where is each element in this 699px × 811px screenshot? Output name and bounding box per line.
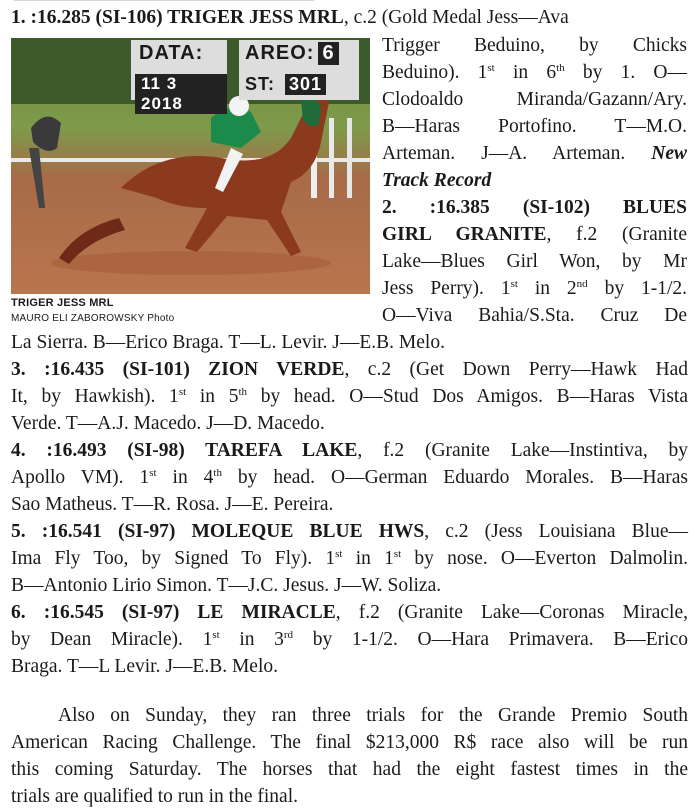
entry-1-line-2: Trigger Beduino, by Chicks bbox=[382, 35, 687, 56]
paragraph-line-3: this coming Saturday. The horses that had the eight fastest times in the bbox=[11, 759, 688, 780]
entry-2-line-1 bbox=[382, 194, 687, 221]
new-label: New bbox=[651, 143, 687, 164]
paragraph-line-1: Also on Sunday, they ran three trials for the Grande Premio South bbox=[58, 705, 688, 726]
entry-1-line-4: Clodoaldo Miranda/Gazann/Ary. bbox=[382, 89, 687, 110]
photo-caption-name: TRIGER JESS MRL bbox=[11, 297, 114, 309]
entry-5-line-1: 5. :16.541 (SI-97) MOLEQUE BLUE HWS, c.2 (Jess Louisiana Blue— bbox=[11, 521, 688, 542]
entry-2-line-4: Jess Perry). 1st in 2nd by 1-1/2. bbox=[382, 278, 688, 299]
entry-6-line-3: Braga. T—L Levir. J—E.B. Melo. bbox=[11, 656, 279, 677]
entry-4-line-3: Sao Matheus. T—R. Rosa. J—E. Pereira. bbox=[11, 494, 334, 515]
entry-4-line-1: 4. :16.493 (SI-98) TAREFA LAKE, f.2 (Granite Lake—Instintiva, by bbox=[11, 440, 688, 461]
entry-4-line-2: Apollo VM). 1st in 4th by head. O—German Eduardo Morales. B—Haras bbox=[11, 467, 689, 488]
entry-1-line-5: B—Haras Portofino. T—M.O. bbox=[382, 116, 687, 137]
entry-3-line-2: It, by Hawkish). 1st in 5th by head. O—Stud Dos Amigos. B—Haras Vista bbox=[11, 386, 688, 407]
entry-3-heading: 3. :16.435 (SI-101) ZION VERDE bbox=[11, 359, 345, 380]
entry-1-heading: 1. :16.285 (SI-106) TRIGER JESS MRL bbox=[11, 7, 344, 28]
entry-2-heading: 2. :16.385 (SI-102) BLUES bbox=[382, 197, 687, 218]
entry-1-line-1: 1. :16.285 (SI-106) TRIGER JESS MRL, c.2 (Gold Medal Jess—Ava bbox=[11, 7, 569, 28]
areo-sign: AREO: 6 ST: 301 bbox=[239, 40, 359, 100]
entry-3-line-1: 3. :16.435 (SI-101) ZION VERDE, c.2 (Get Down Perry—Hawk Had bbox=[11, 359, 688, 380]
race-photo bbox=[11, 38, 370, 294]
entry-4-heading: 4. :16.493 (SI-98) TAREFA LAKE bbox=[11, 440, 358, 461]
entry-3-line-3: Verde. T—A.J. Macedo. J—D. Macedo. bbox=[11, 413, 325, 434]
entry-1-line-6: Arteman. J—A. Arteman. New bbox=[382, 143, 687, 164]
paragraph-line-4: trials are qualified to run in the final. bbox=[11, 786, 298, 807]
entry-5-heading: 5. :16.541 (SI-97) MOLEQUE BLUE HWS bbox=[11, 521, 425, 542]
entry-6-line-2: by Dean Miracle). 1st in 3rd by 1-1/2. O—Hara Primavera. B—Erico bbox=[11, 629, 688, 650]
entry-6-heading: 6. :16.545 (SI-97) LE MIRACLE bbox=[11, 602, 336, 623]
photo-caption-credit: MAURO ELI ZABOROWSKY Photo bbox=[11, 313, 175, 324]
entry-1-line-7 bbox=[382, 167, 687, 194]
entry-2-line-3: Lake—Blues Girl Won, by Mr bbox=[382, 251, 687, 272]
data-sign: DATA: 11 3 2018 bbox=[131, 40, 227, 100]
entry-2-line-2: GIRL GRANITE, f.2 (Granite bbox=[382, 224, 687, 245]
entry-2-line-6: La Sierra. B—Erico Braga. T—L. Levir. J—E.B. Melo. bbox=[11, 332, 445, 353]
entry-5-line-3: B—Antonio Lirio Simon. T—J.C. Jesus. J—W. Soliza. bbox=[11, 575, 442, 596]
track-record-label: Track Record bbox=[382, 170, 492, 191]
entry-1-line-3: Beduino). 1st in 6th by 1. O— bbox=[382, 62, 687, 83]
entry-6-line-1: 6. :16.545 (SI-97) LE MIRACLE, f.2 (Granite Lake—Coronas Miracle, bbox=[11, 602, 688, 623]
entry-5-line-2: Ima Fly Too, by Signed To Fly). 1st in 1st by nose. O—Everton Dalmolin. bbox=[11, 548, 688, 569]
entry-2-line-5: O—Viva Bahia/S.Sta. Cruz De bbox=[382, 305, 687, 326]
paragraph-line-2: American Racing Challenge. The final $213,000 R$ race also will be run bbox=[11, 732, 688, 753]
